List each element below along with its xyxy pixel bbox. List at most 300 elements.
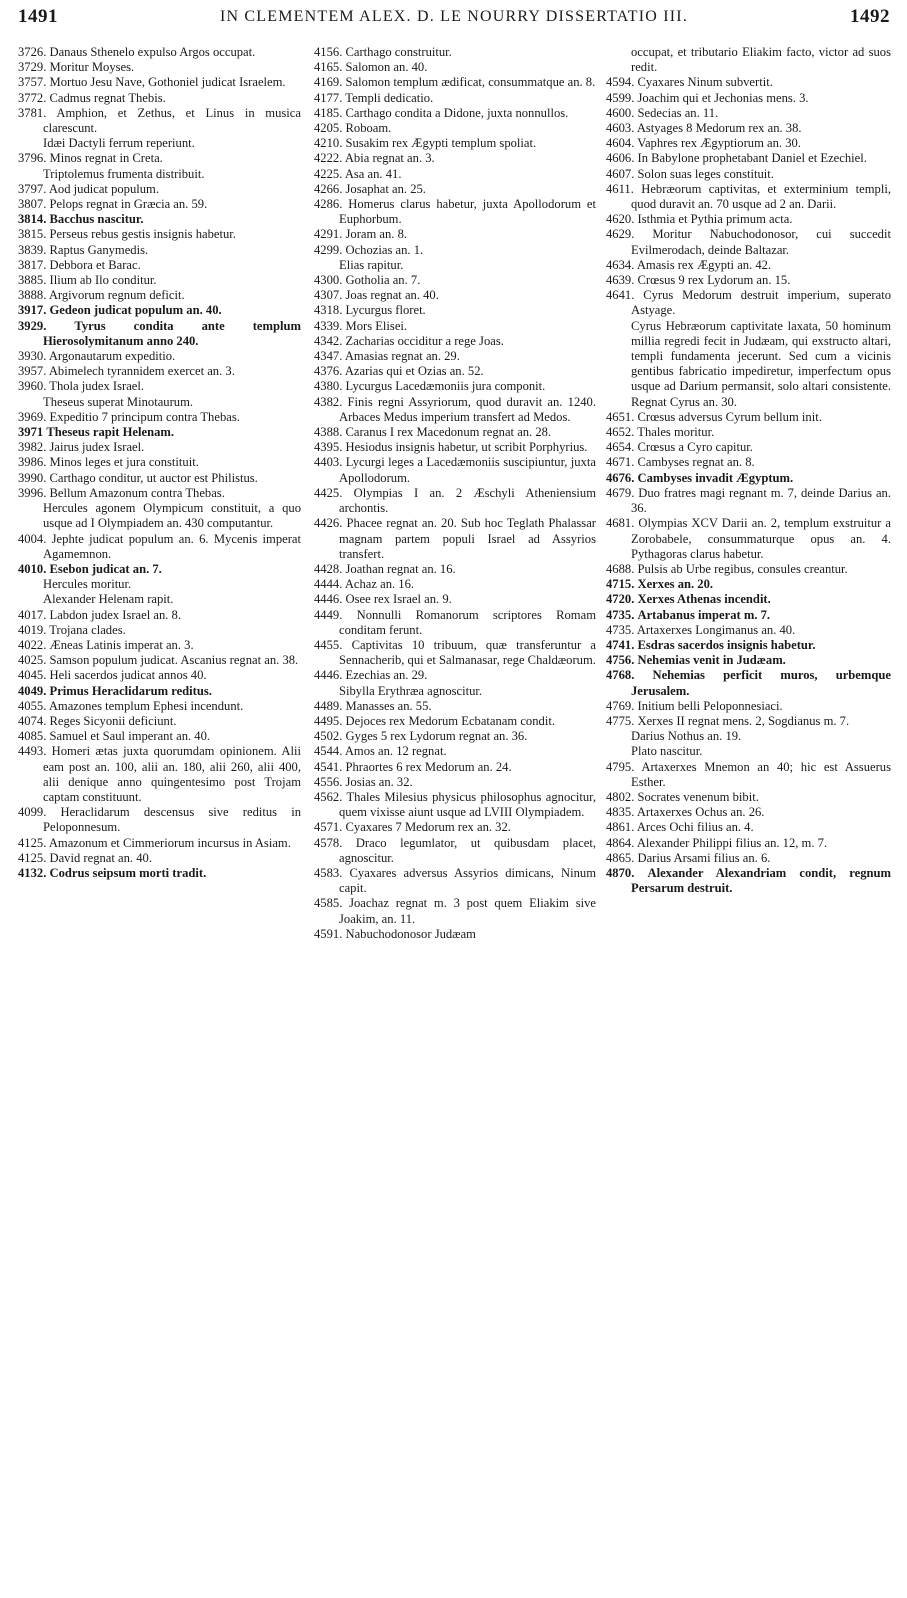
chronology-entry	[314, 319, 596, 334]
entry-text: Esebon judicat an. 7.	[49, 561, 162, 576]
entry-year: 4428.	[314, 561, 343, 576]
chronology-entry	[18, 167, 301, 182]
entry-year: 4594.	[606, 75, 635, 90]
chronology-entry	[606, 258, 891, 273]
entry-text: Jairus judex Israel.	[49, 440, 145, 455]
entry-text: Primus Heraclidarum reditus.	[49, 683, 212, 698]
entry-text: Artaxerxes Ochus an. 26.	[636, 805, 765, 820]
entry-text: Astyages 8 Medorum rex an. 38.	[636, 121, 802, 136]
chronology-entry	[18, 608, 301, 623]
entry-year: 4074.	[18, 713, 47, 728]
entry-text: Initium belli Peloponnesiaci.	[637, 698, 783, 713]
right-page-number: 1492	[850, 6, 890, 27]
entry-text: Cambyses regnat an. 8.	[637, 455, 755, 470]
entry-year: 4607.	[606, 166, 635, 181]
entry-year: 4185.	[314, 105, 343, 120]
entry-text: Gotholia an. 7.	[345, 273, 421, 288]
entry-text: Cyrus Medorum destruit imperium, superato Astyage.	[631, 288, 891, 318]
entry-text: Sedecias an. 11.	[637, 105, 719, 120]
chronology-entry	[606, 866, 891, 896]
entry-text: Achaz an. 16.	[344, 577, 415, 592]
entry-year: 4604.	[606, 136, 635, 151]
entry-text: Mors Elisei.	[345, 318, 408, 333]
entry-year: 3960.	[18, 379, 47, 394]
chronology-entry	[314, 592, 596, 607]
chronology-entry	[18, 425, 301, 440]
entry-year: 3885.	[18, 273, 47, 288]
entry-text: Cyaxares adversus Assyrios dimicans, Ninum capit.	[339, 865, 596, 896]
entry-year: 4864.	[606, 835, 635, 850]
entry-year: 3817.	[18, 257, 47, 272]
chronology-entry	[314, 820, 596, 835]
chronology-entry	[18, 744, 301, 805]
chronology-entry	[606, 760, 891, 790]
entry-year: 4010.	[18, 561, 47, 576]
chronology-entry	[314, 455, 596, 485]
chronology-entry	[314, 334, 596, 349]
entry-text: Heli sacerdos judicat annos 40.	[49, 668, 207, 683]
entry-year: 3797.	[18, 181, 47, 196]
entry-text: Samson populum judicat. Ascanius regnat an. 38.	[49, 653, 299, 668]
entry-text: Phacee regnat an. 20. Sub hoc Teglath Phalassar magnam partem populi Israel ad Assyrios transfert.	[339, 516, 596, 561]
entry-year: 3757.	[18, 75, 47, 90]
entry-text: Alexander Philippi filius an. 12, m. 7.	[636, 835, 828, 850]
chronology-entry	[18, 197, 301, 212]
chronology-entry	[314, 714, 596, 729]
entry-year: 4025.	[18, 653, 47, 668]
entry-year: 3971	[18, 425, 44, 440]
chronology-entry	[18, 91, 301, 106]
entry-year: 4004.	[18, 531, 47, 546]
entry-text: Elias rapitur.	[339, 257, 404, 272]
entry-year: 4775.	[606, 713, 635, 728]
chronology-entry	[606, 577, 891, 592]
entry-year: 4165.	[314, 60, 343, 75]
chronology-entry	[314, 136, 596, 151]
chronology-entry	[18, 273, 301, 288]
entry-year: 4266.	[314, 181, 343, 196]
entry-year: 4382.	[314, 394, 343, 409]
chronology-entry	[18, 410, 301, 425]
chronology-entry	[606, 729, 891, 744]
entry-text: Darius Nothus an. 19.	[631, 729, 742, 744]
entry-year: 3917.	[18, 303, 47, 318]
chronology-entry	[18, 182, 301, 197]
chronology-entry	[314, 167, 596, 182]
entry-text: Artaxerxes Mnemon an 40; hic est Assuerus Esther.	[631, 759, 891, 789]
entry-text: Finis regni Assyriorum, quod duravit an. 1240. Arbaces Medus imperium transfert ad Medos.	[339, 394, 596, 424]
entry-year: 4603.	[606, 121, 635, 136]
entry-text: Crœsus a Cyro capitur.	[637, 440, 753, 455]
entry-text: Vaphres rex Ægyptiorum an. 30.	[637, 136, 801, 151]
entry-text: occupat, et tributario Eliakim facto, victor ad suos redit.	[631, 45, 891, 75]
entry-year: 3930.	[18, 349, 47, 364]
chronology-entry	[314, 927, 596, 942]
entry-year: 4591.	[314, 926, 343, 941]
entry-text: Darius Arsami filius an. 6.	[637, 850, 771, 865]
entry-year: 4225.	[314, 166, 343, 181]
entry-text: Tyrus condita ante templum Hierosolymitanum anno 240.	[43, 318, 301, 348]
chronology-entry	[314, 896, 596, 926]
chronology-entry	[314, 744, 596, 759]
entry-text: Olympias I an. 2 Æschyli Atheniensium archontis.	[339, 485, 596, 516]
entry-year: 4444.	[314, 577, 343, 592]
chronology-entry	[18, 151, 301, 166]
chronology-entry	[314, 151, 596, 166]
chronology-entry	[314, 684, 596, 699]
chronology-entry	[18, 684, 301, 699]
chronology-entry	[606, 805, 891, 820]
chronology-entry	[606, 592, 891, 607]
entry-year: 3814.	[18, 212, 47, 227]
entry-text: Perseus rebus gestis insignis habetur.	[49, 227, 236, 242]
entry-text: Amphion, et Zethus, et Linus in musica clarescunt.	[43, 105, 301, 136]
entry-year: 4654.	[606, 440, 635, 455]
chronology-entry	[314, 121, 596, 136]
chronology-entry	[18, 577, 301, 592]
entry-text: Moritur Moyses.	[49, 60, 135, 75]
entry-text: Josias an. 32.	[345, 774, 413, 789]
chronology-entry	[18, 851, 301, 866]
entry-year: 4388.	[314, 425, 343, 440]
entry-year: 4017.	[18, 607, 47, 622]
entry-year: 4651.	[606, 409, 635, 424]
entry-year: 4795.	[606, 759, 635, 774]
entry-year: 4446.	[314, 592, 343, 607]
entry-text: Amasias regnat an. 29.	[344, 349, 460, 364]
chronology-entry	[606, 425, 891, 440]
entry-year: 4541.	[314, 759, 343, 774]
chronology-entry	[606, 121, 891, 136]
chronology-entry	[606, 167, 891, 182]
entry-year: 4376.	[314, 364, 343, 379]
entry-text: Ilium ab Ilo conditur.	[49, 273, 157, 288]
entry-year: 4835.	[606, 805, 635, 820]
entry-text: Hercules moritur.	[43, 577, 132, 592]
entry-year: 4085.	[18, 729, 47, 744]
chronology-entry	[18, 668, 301, 683]
chronology-entry	[18, 623, 301, 638]
entry-year: 4125.	[18, 835, 47, 850]
entry-text: Reges Sicyonii deficiunt.	[49, 713, 177, 728]
chronology-entry	[606, 440, 891, 455]
entry-text: Nonnulli Romanorum scriptores Romam conditam ferunt.	[339, 607, 596, 637]
chronology-entry	[606, 699, 891, 714]
entry-year: 3772.	[18, 90, 47, 105]
entry-year: 4556.	[314, 774, 343, 789]
entry-year: 4177.	[314, 90, 343, 105]
entry-year: 4715.	[606, 577, 635, 592]
chronology-entry	[606, 410, 891, 425]
entry-year: 4286.	[314, 197, 343, 212]
chronology-entry	[18, 866, 301, 881]
chronology-entry	[606, 516, 891, 562]
entry-year: 4688.	[606, 561, 635, 576]
entry-text: Debbora et Barac.	[49, 257, 141, 272]
entry-text: Gedeon judicat populum an. 40.	[49, 303, 222, 318]
chronology-entry	[314, 608, 596, 638]
entry-year: 4156.	[314, 45, 343, 59]
chronology-entry	[314, 836, 596, 866]
chronology-entry	[18, 638, 301, 653]
entry-text: Codrus seipsum morti tradit.	[49, 865, 207, 880]
entry-text: Joram an. 8.	[345, 227, 408, 242]
chronology-entry	[314, 60, 596, 75]
entry-text: Captivitas 10 tribuum, quæ transferuntur a Sennacherib, qui et Salmanasar, rege Chaldæorum.	[339, 637, 596, 668]
chronology-entry	[606, 136, 891, 151]
chronology-entry	[314, 349, 596, 364]
chronology-entry	[606, 91, 891, 106]
chronology-entry	[606, 790, 891, 805]
entry-text: Moritur Nabuchodonosor, cui succedit Evilmerodach, deinde Baltazar.	[631, 227, 891, 257]
entry-year: 4300.	[314, 273, 343, 288]
entry-year: 4652.	[606, 425, 635, 440]
entry-year: 4403.	[314, 455, 343, 470]
chronology-entry	[18, 562, 301, 577]
entry-text: Plato nascitur.	[631, 744, 703, 759]
entry-text: Asa an. 41.	[344, 166, 402, 181]
running-title: IN CLEMENTEM ALEX. D. LE NOURRY DISSERTATIO III.	[219, 8, 689, 25]
chronology-entry	[314, 562, 596, 577]
chronology-entry	[18, 243, 301, 258]
entry-text: Olympias XCV Darii an. 2, templum exstruitur a Zorobabele, consummaturque opus an. 4. Pythagoras clarus habetur.	[631, 516, 891, 561]
chronology-entry	[314, 273, 596, 288]
chronology-entry	[18, 532, 301, 562]
entry-year: 3815.	[18, 227, 47, 242]
chronology-entry	[314, 760, 596, 775]
entry-text: Bacchus nascitur.	[49, 212, 144, 227]
entry-year: 4571.	[314, 820, 343, 835]
entry-year: 4342.	[314, 333, 343, 348]
chronology-entry	[18, 288, 301, 303]
entry-year: 3839.	[18, 242, 47, 257]
entry-text: Minos regnat in Creta.	[49, 151, 163, 166]
entry-year: 4099.	[18, 805, 47, 820]
chronology-entry	[606, 836, 891, 851]
chronology-entry	[18, 106, 301, 136]
chronology-entry	[18, 592, 301, 607]
chronology-entry	[18, 45, 301, 60]
entry-year: 4347.	[314, 349, 343, 364]
entry-text: Lycurgus floret.	[345, 303, 426, 318]
chronology-entry	[18, 212, 301, 227]
column-1	[18, 45, 301, 881]
entry-year: 4125.	[18, 850, 47, 865]
chronology-entry	[314, 699, 596, 714]
entry-text: Cyaxares 7 Medorum rex an. 32.	[345, 820, 511, 835]
entry-text: Duo fratres magi regnant m. 7, deinde Darius an. 36.	[631, 485, 891, 516]
entry-year: 3888.	[18, 288, 47, 303]
entry-text: Joathan regnat an. 16.	[345, 561, 456, 576]
entry-text: Pelops regnat in Græcia an. 59.	[49, 197, 208, 212]
chronology-entry	[18, 501, 301, 531]
entry-text: Crœsus 9 rex Lydorum an. 15.	[637, 273, 791, 288]
chronology-entry	[606, 851, 891, 866]
entry-year: 4562.	[314, 789, 343, 804]
entry-year: 4222.	[314, 151, 343, 166]
chronology-entry	[18, 440, 301, 455]
entry-year: 4861.	[606, 820, 635, 835]
chronology-entry	[18, 836, 301, 851]
chronology-entry	[314, 45, 596, 60]
entry-text: Minos leges et jura constituit.	[49, 455, 199, 470]
entry-text: Alexander Alexandriam condit, regnum Persarum destruit.	[631, 865, 891, 896]
entry-year: 4870.	[606, 865, 635, 880]
entry-text: Isthmia et Pythia primum acta.	[637, 212, 793, 227]
entry-year: 4446.	[314, 668, 343, 683]
chronology-entry	[18, 805, 301, 835]
entry-text: Pulsis ab Urbe regibus, consules creantur.	[637, 561, 848, 576]
entry-text: Xerxes II regnat mens. 2, Sogdianus m. 7.	[637, 713, 850, 728]
entry-year: 4802.	[606, 789, 635, 804]
chronology-entry	[314, 182, 596, 197]
chronology-entry	[314, 364, 596, 379]
entry-text: Manasses an. 55.	[345, 698, 432, 713]
entry-text: Trojana clades.	[49, 622, 126, 637]
entry-text: Esdras sacerdos insignis habetur.	[637, 637, 816, 652]
entry-text: Ezechias an. 29.	[345, 668, 428, 683]
entry-text: Cyrus Hebræorum captivitate laxata, 50 hominum millia regredi fecit in Judæam, qui exstructo altari, templi fundamenta jecerunt. Sed cum a vicinis gentibus fabricatio impediretur, imperfectum opus usque ad Darium permansit, solo altari consistente. Regnat Cyrus an. 30.	[631, 318, 891, 409]
entry-year: 4019.	[18, 622, 47, 637]
entry-year: 3990.	[18, 470, 47, 485]
entry-text: Æneas Latinis imperat an. 3.	[49, 637, 194, 652]
entry-text: Xerxes Athenas incendit.	[637, 592, 771, 607]
entry-text: Aod judicat populum.	[48, 181, 159, 196]
entry-text: Mortuo Jesu Nave, Gothoniel judicat Israelem.	[49, 75, 286, 90]
entry-text: Dejoces rex Medorum Ecbatanam condit.	[345, 713, 555, 728]
entry-year: 4769.	[606, 698, 635, 713]
entry-year: 4493.	[18, 744, 47, 759]
chronology-entry	[18, 303, 301, 318]
entry-year: 3781.	[18, 105, 47, 120]
chronology-entry	[314, 516, 596, 562]
entry-year: 4205.	[314, 121, 343, 136]
entry-year: 4307.	[314, 288, 343, 303]
entry-text: Susakim rex Ægypti templum spoliat.	[345, 136, 537, 151]
entry-year: 3729.	[18, 60, 47, 75]
entry-text: Hercules agonem Olympicum constituit, a quo usque ad I Olympiadem an. 430 computantur.	[43, 501, 301, 531]
entry-year: 3726.	[18, 45, 47, 59]
entry-text: Jephte judicat populum an. 6. Mycenis imperat Agamemnon.	[43, 531, 301, 561]
entry-text: Abimelech tyrannidem exercet an. 3.	[48, 364, 235, 379]
entry-text: Alexander Helenam rapit.	[43, 592, 174, 607]
entry-text: Danaus Sthenelo expulso Argos occupat.	[49, 45, 256, 59]
entry-year: 4599.	[606, 90, 635, 105]
entry-text: Josaphat an. 25.	[345, 181, 426, 196]
chronology-entry	[606, 45, 891, 75]
entry-year: 4291.	[314, 227, 343, 242]
entry-text: Homeri ætas juxta quorumdam opinionem. Alii eam post an. 100, alii an. 180, alii 260, alii 400, alii denique anno quingentesimo post Trojam captam constituunt.	[43, 744, 301, 804]
entry-text: Lycurgus Lacedæmoniis jura componit.	[345, 379, 546, 394]
entry-year: 4299.	[314, 242, 343, 257]
column-2	[314, 45, 596, 942]
entry-year: 3969.	[18, 409, 47, 424]
entry-text: Carthago condita a Didone, juxta nonnullos.	[345, 105, 569, 120]
entry-text: Theseus superat Minotaurum.	[43, 394, 194, 409]
chronology-entry	[314, 729, 596, 744]
entry-year: 4611.	[606, 181, 634, 196]
chronology-entry	[18, 714, 301, 729]
entry-year: 4583.	[314, 865, 343, 880]
chronology-entry	[314, 258, 596, 273]
chronology-entry	[18, 455, 301, 470]
chronology-entry	[606, 288, 891, 318]
chronology-entry	[314, 486, 596, 516]
entry-year: 4489.	[314, 698, 343, 713]
entry-text: Sibylla Erythræa agnoscitur.	[339, 683, 483, 698]
entry-year: 4578.	[314, 835, 343, 850]
entry-text: Cyaxares Ninum subvertit.	[637, 75, 773, 90]
entry-year: 4720.	[606, 592, 635, 607]
chronology-entry	[314, 775, 596, 790]
chronology-entry	[18, 75, 301, 90]
entry-year: 4606.	[606, 151, 635, 166]
chronology-entry	[606, 455, 891, 470]
entry-year: 4169.	[314, 75, 343, 90]
chronology-entry	[606, 486, 891, 516]
entry-year: 4629.	[606, 227, 635, 242]
entry-text: Joachim qui et Jechonias mens. 3.	[637, 90, 809, 105]
chronology-entry	[314, 197, 596, 227]
entry-year: 3986.	[18, 455, 47, 470]
entry-text: Osee rex Israel an. 9.	[345, 592, 452, 607]
chronology-entry	[18, 227, 301, 242]
entry-year: 4600.	[606, 105, 635, 120]
chronology-entry	[606, 227, 891, 257]
chronology-entry	[18, 349, 301, 364]
entry-text: Gyges 5 rex Lydorum regnat an. 36.	[345, 729, 528, 744]
entry-year: 4395.	[314, 440, 343, 455]
chronology-entry	[18, 258, 301, 273]
entry-text: Salomon an. 40.	[345, 60, 428, 75]
entry-text: Artabanus imperat m. 7.	[637, 607, 771, 622]
chronology-entry	[314, 577, 596, 592]
entry-text: Theseus rapit Helenam.	[46, 425, 175, 440]
entry-year: 4495.	[314, 713, 343, 728]
chronology-entry	[606, 744, 891, 759]
entry-year: 4210.	[314, 136, 343, 151]
entry-text: Xerxes an. 20.	[637, 577, 714, 592]
chronology-entry	[314, 106, 596, 121]
chronology-entry	[18, 653, 301, 668]
chronology-entry	[314, 668, 596, 683]
entry-text: Triptolemus frumenta distribuit.	[43, 166, 205, 181]
entry-text: Solon suas leges constituit.	[637, 166, 774, 181]
entry-text: Amasis rex Ægypti an. 42.	[636, 257, 772, 272]
entry-text: Amazones templum Ephesi incendunt.	[48, 698, 244, 713]
entry-year: 4735.	[606, 622, 635, 637]
entry-text: Nehemias perficit muros, urbemque Jerusalem.	[631, 668, 891, 698]
chronology-entry	[314, 866, 596, 896]
chronology-entry	[314, 440, 596, 455]
entry-text: Idæi Dactyli ferrum reperiunt.	[43, 136, 195, 151]
chronology-entry	[314, 395, 596, 425]
chronology-entry	[606, 106, 891, 121]
chronology-entry	[606, 182, 891, 212]
chronology-entry	[606, 668, 891, 698]
entry-text: Samuel et Saul imperant an. 40.	[49, 729, 211, 744]
chronology-entry	[314, 243, 596, 258]
entry-year: 3807.	[18, 197, 47, 212]
entry-text: David regnat an. 40.	[49, 850, 152, 865]
entry-year: 4639.	[606, 273, 635, 288]
chronology-entry	[18, 60, 301, 75]
entry-year: 4735.	[606, 607, 635, 622]
chronology-entry	[606, 212, 891, 227]
entry-text: Templi dedicatio.	[345, 90, 434, 105]
entry-text: Expeditio 7 principum contra Thebas.	[49, 409, 240, 424]
chronology-entry	[606, 638, 891, 653]
